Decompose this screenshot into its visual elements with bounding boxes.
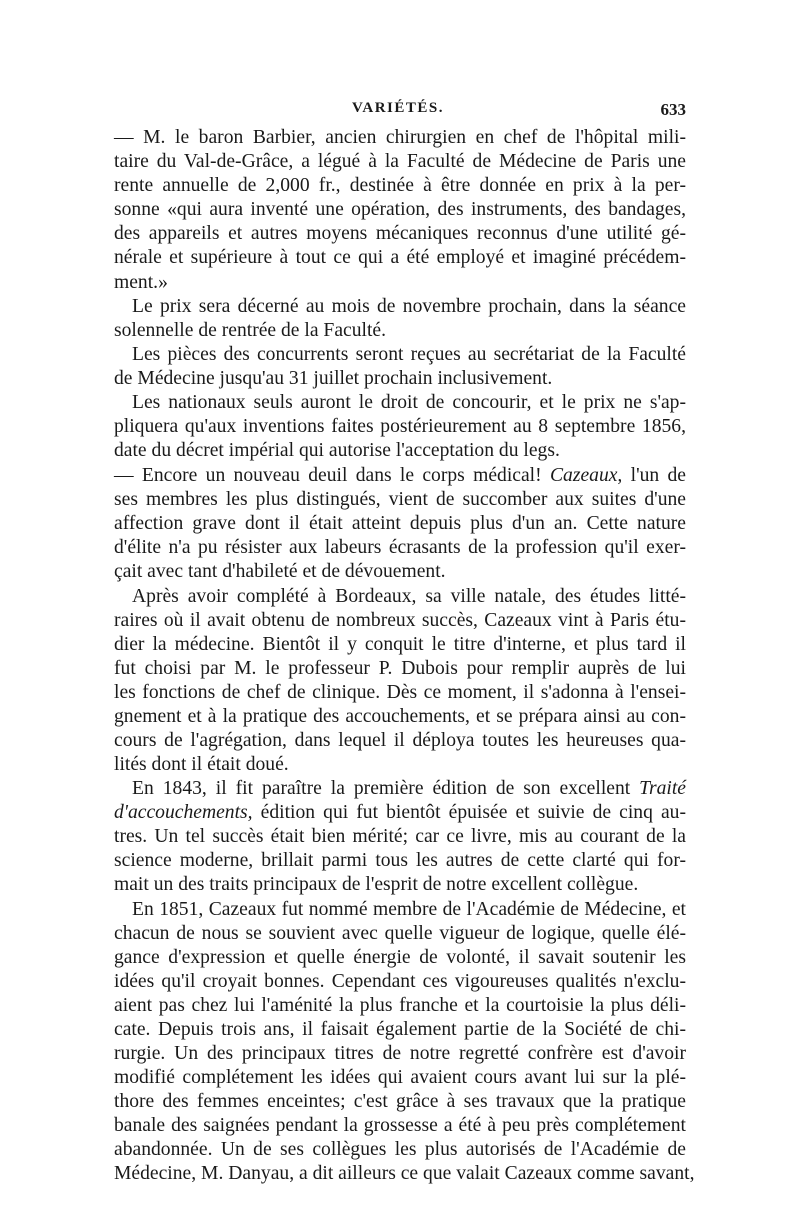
text-line: nérale et supérieure à tout ce qui a été employé et imaginé précédem- — [114, 247, 686, 268]
text-line: tres. Un tel succès était bien mérité; car ce livre, mis au courant de la — [114, 826, 686, 847]
text-line: dier la médecine. Bientôt il y conquit le titre d'interne, et plus tard il — [114, 634, 686, 655]
text-line: cours de l'agrégation, dans lequel il déploya toutes les heureuses qua- — [114, 730, 686, 751]
text-line: idées qu'il croyait bonnes. Cependant ces vigoureuses qualités n'exclu- — [114, 971, 686, 992]
text-line: aient pas chez lui l'aménité la plus franche et la courtoisie la plus déli- — [114, 995, 686, 1016]
text-line: les fonctions de chef de clinique. Dès ce moment, il s'adonna à l'ensei- — [114, 682, 686, 703]
text-line: En 1851, Cazeaux fut nommé membre de l'Académie de Médecine, et — [132, 899, 686, 920]
text-line: raires où il avait obtenu de nombreux succès, Cazeaux vint à Paris étu- — [114, 610, 686, 631]
text-line: cate. Depuis trois ans, il faisait également partie de la Société de chi- — [114, 1019, 686, 1040]
text-line: taire du Val-de-Grâce, a légué à la Faculté de Médecine de Paris une — [114, 151, 686, 172]
text-line: solennelle de rentrée de la Faculté. — [114, 320, 387, 341]
text-line: date du décret impérial qui autorise l'acceptation du legs. — [114, 440, 560, 461]
text-line: science moderne, brillait parmi tous les autres de cette clarté qui for- — [114, 850, 686, 871]
text-line: abandonnée. Un de ses collègues les plus autorisés de l'Académie de — [114, 1139, 686, 1160]
text-line: Après avoir complété à Bordeaux, sa ville natale, des études litté- — [132, 586, 686, 607]
text-line: rente annuelle de 2,000 fr., destinée à être donnée en prix à la per- — [114, 175, 686, 196]
text-line: Les pièces des concurrents seront reçues au secrétariat de la Faculté — [132, 344, 686, 365]
text-line: mait un des traits principaux de l'esprit de notre excellent collègue. — [114, 874, 639, 895]
text-line: gnement et à la pratique des accouchements, et se prépara ainsi au con- — [114, 706, 686, 727]
text-line: de Médecine jusqu'au 31 juillet prochain inclusivement. — [114, 368, 553, 389]
text-line: — Encore un nouveau deuil dans le corps médical! Cazeaux, l'un de — [114, 465, 687, 486]
text-line: chacun de nous se souvient avec quelle vigueur de logique, quelle élé- — [114, 923, 686, 944]
text-line: En 1843, il fit paraître la première édition de son excellent Traité — [132, 778, 686, 799]
text-line: gance d'expression et quelle énergie de volonté, il savait soutenir les — [114, 947, 686, 968]
running-title: VARIÉTÉS. — [351, 100, 444, 116]
text-line: ses membres les plus distingués, vient de succomber aux suites d'une — [114, 489, 686, 510]
running-head — [110, 100, 686, 126]
text-line: Médecine, M. Danyau, a dit ailleurs ce que valait Cazeaux comme savant, — [114, 1163, 695, 1184]
text-line: rurgie. Un des principaux titres de notre regretté confrère est d'avoir — [114, 1043, 686, 1064]
page-number: 633 — [660, 100, 686, 119]
text-line: pliquera qu'aux inventions faites postérieurement au 8 septembre 1856, — [114, 416, 686, 437]
text-line: Le prix sera décerné au mois de novembre prochain, dans la séance — [132, 296, 686, 317]
text-line: des appareils et autres moyens mécaniques reconnus d'une utilité gé- — [114, 223, 686, 244]
text-line: d'élite n'a pu résister aux labeurs écrasants de la profession qu'il exer- — [114, 537, 686, 558]
text-line: fut choisi par M. le professeur P. Dubois pour remplir auprès de lui — [114, 658, 686, 679]
text-line: ment.» — [114, 272, 168, 293]
text-line: banale des saignées pendant la grossesse a été à peu près complétement — [114, 1115, 686, 1136]
text-line: affection grave dont il était atteint depuis plus d'un an. Cette nature — [114, 513, 686, 534]
text-line: d'accouchements, édition qui fut bientôt épuisée et suivie de cinq au- — [114, 802, 686, 823]
text-line: sonne «qui aura inventé une opération, des instruments, des bandages, — [114, 199, 686, 220]
text-line: lités dont il était doué. — [114, 754, 289, 775]
text-line: Les nationaux seuls auront le droit de concourir, et le prix ne s'ap- — [132, 392, 686, 413]
text-line: çait avec tant d'habileté et de dévouement. — [114, 561, 446, 582]
text-line: — M. le baron Barbier, ancien chirurgien en chef de l'hôpital mili- — [114, 127, 686, 148]
text-line: thore des femmes enceintes; c'est grâce à ses travaux que la pratique — [114, 1091, 686, 1112]
text-line: modifié complétement les idées qui avaient cours avant lui sur la plé- — [114, 1067, 686, 1088]
